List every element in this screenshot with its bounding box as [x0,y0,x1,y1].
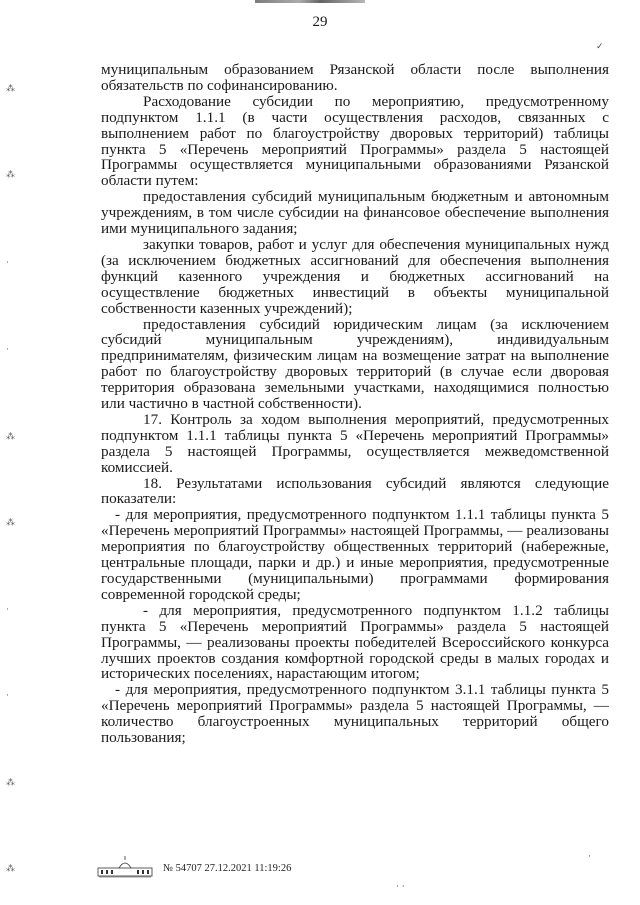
registry-building-icon [97,854,153,878]
page-number: 29 [312,14,328,30]
paragraph: Расходование субсидии по мероприятию, предусмотренному подпунктом 1.1.1 (в части осуществления расходов, связанных с выполнением работ по благоустройству дворовых территорий) таблицы пункта 5 «Перечень мероприятий Программы» раздела 5 настоящей Программы осуществляется муниципальными образованиями Рязанской области путем: [101,92,609,190]
paragraph: 17. Контроль за ходом выполнения мероприятий, предусмотренных подпунктом 1.1.1 таблицы пункта 5 «Перечень мероприятий Программы» раздела 5 настоящей Программы, осуществляется межведомственной комиссией. [101,410,609,476]
scan-top-stripe [255,0,365,3]
margin-scan-mark: · [6,691,9,701]
margin-scan-mark: ⁂ [6,432,15,442]
footer [97,854,517,880]
paragraph: 18. Результатами использования субсидий являются следующие показатели: [101,474,609,508]
scan-speck: · · [396,882,405,892]
paragraph: муниципальным образованием Рязанской области после выполнения обязательств по софинансированию. [101,61,609,94]
document-body [101,62,609,746]
margin-scan-mark: · [6,345,9,355]
registration-stamp-text: № 54707 27.12.2021 11:19:26 [163,863,292,874]
margin-scan-mark: ⁂ [6,170,15,180]
margin-scan-mark: ⁂ [6,864,15,874]
margin-scan-mark: · [6,605,9,615]
paragraph: предоставления субсидий юридическим лицам (за исключением субсидий муниципальным учреждениям), индивидуальным предпринимателям, физическим лицам на возмещение затрат на выполнение работ по благоустройству дворовых территорий (в случае если дворовая территория образована земельными участками, находящимися полностью или частично в частной собственности). [101,315,609,413]
scan-speck: · [588,852,591,862]
margin-scan-mark: ⁂ [6,518,15,528]
scan-speck: ✓ [596,42,604,52]
paragraph: предоставления субсидий муниципальным бюджетным и автономным учреждениям, в том числе субсидии на финансовое обеспечение выполнения ими муниципального задания; [101,188,609,238]
paragraph: - для мероприятия, предусмотренного подпунктом 1.1.1 таблицы пункта 5 «Перечень мероприятий Программы» настоящей Программы, — реализованы мероприятия по благоустройству общественных территорий (набережные, центральные площади, парки и др.) и иные мероприятия, предусмотренные государственными (муниципальными) программами формирования современной городской среды; [101,506,609,603]
paragraph: - для мероприятия, предусмотренного подпунктом 3.1.1 таблицы пункта 5 «Перечень мероприятий Программы» раздела 5 настоящей Программы, — количество благоустроенных муниципальных территорий общего пользования; [101,681,609,747]
margin-scan-mark: ⁂ [6,84,15,94]
paragraph: - для мероприятия, предусмотренного подпунктом 1.1.2 таблицы пункта 5 «Перечень мероприятий Программы» раздела 5 настоящей Программы, — реализованы проекты победителей Всероссийского конкурса лучших проектов создания комфортной городской среды в малых городах и исторических поселениях, нарастающим итогом; [101,601,609,683]
margin-scan-mark: · [6,258,9,268]
margin-scan-mark: ⁂ [6,778,15,788]
paragraph: закупки товаров, работ и услуг для обеспечения муниципальных нужд (за исключением бюджетных ассигнований для обеспечения выполнения функций казенного учреждения и бюджетных ассигнований на осуществление бюджетных инвестиций в объекты муниципальной собственности казенных учреждений); [101,235,609,317]
